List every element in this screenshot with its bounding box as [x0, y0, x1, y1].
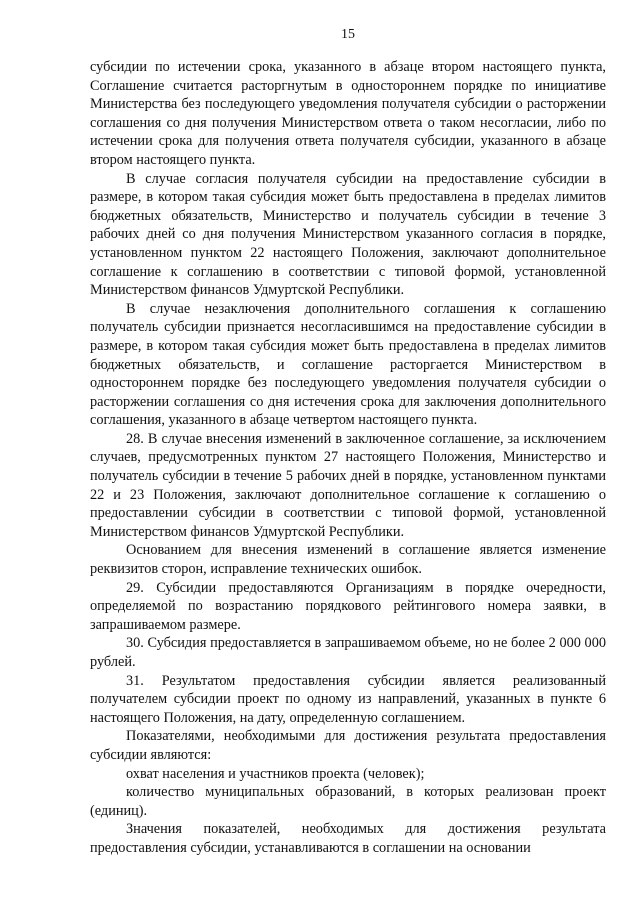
paragraph-1: субсидии по истечении срока, указанного в абзаце втором настоящего пункта, Соглашение считается расторгнутым в одностороннем порядке по инициативе Министерства без последующего уведомления получателя субсидии о расторжении соглашения со дня получения Министерством ответа о таком несогласии, либо по истечении срока для получения ответа получателя субсидии, указанного в абзаце втором настоящего пункта.	[90, 59, 606, 168]
page-number: 15	[341, 27, 355, 42]
document-page	[90, 26, 606, 858]
paragraph-7: 30. Субсидия предоставляется в запрашиваемом объеме, но не более 2 000 000 рублей.	[90, 635, 606, 670]
paragraph-4: 28. В случае внесения изменений в заключенное соглашение, за исключением случаев, предусмотренных пунктом 27 настоящего Положения, Министерство и получатель субсидии в течение 5 рабочих дней в порядке, установленном пунктами 22 и 23 Положения, заключают дополнительное соглашение к соглашению о предоставлении субсидии в соответствии с типовой формой, установленной Министерством финансов Удмуртской Республики.	[90, 430, 606, 540]
paragraph-2: В случае согласия получателя субсидии на предоставление субсидии в размере, в котором такая субсидия может быть предоставлена в пределах лимитов бюджетных обязательств, Министерство и получатель субсидии в течение 3 рабочих дней со дня получения Министерством указанного согласия в порядке, установленном пунктом 22 настоящего Положения, заключают дополнительное соглашение к соглашению в соответствии с типовой формой, установленной Министерством финансов Удмуртской Республики.	[90, 170, 606, 299]
paragraph-11: количество муниципальных образований, в которых реализован проект (единиц).	[90, 784, 606, 819]
paragraph-8: 31. Результатом предоставления субсидии является реализованный получателем субсидии проект по одному из направлений, указанных в пункте 6 настоящего Положения, на дату, определенную соглашением.	[90, 672, 606, 726]
paragraph-5: Основанием для внесения изменений в соглашение является изменение реквизитов сторон, исправление технических ошибок.	[90, 542, 606, 578]
paragraph-12: Значения показателей, необходимых для достижения результата предоставления субсидии, устанавливаются в соглашении на основании	[90, 821, 606, 856]
paragraph-9: Показателями, необходимыми для достижения результата предоставления субсидии являются:	[90, 728, 606, 763]
paragraph-10: охват населения и участников проекта (человек);	[126, 765, 425, 782]
paragraph-3: В случае незаключения дополнительного соглашения к соглашению получатель субсидии признается несогласившимся на предоставление субсидии в размере, в котором такая субсидия может быть предоставлена в пределах лимитов бюджетных обязательств, и соглашение расторгается Министерством в одностороннем порядке без последующего уведомления получателя субсидии о расторжении соглашения со дня истечения срока для заключения дополнительного соглашения, указанного в абзаце четвертом настоящего пункта.	[90, 300, 606, 429]
paragraph-6: 29. Субсидии предоставляются Организациям в порядке очередности, определяемой по возрастанию порядкового рейтингового номера заявки, в запрашиваемом размере.	[90, 579, 606, 633]
